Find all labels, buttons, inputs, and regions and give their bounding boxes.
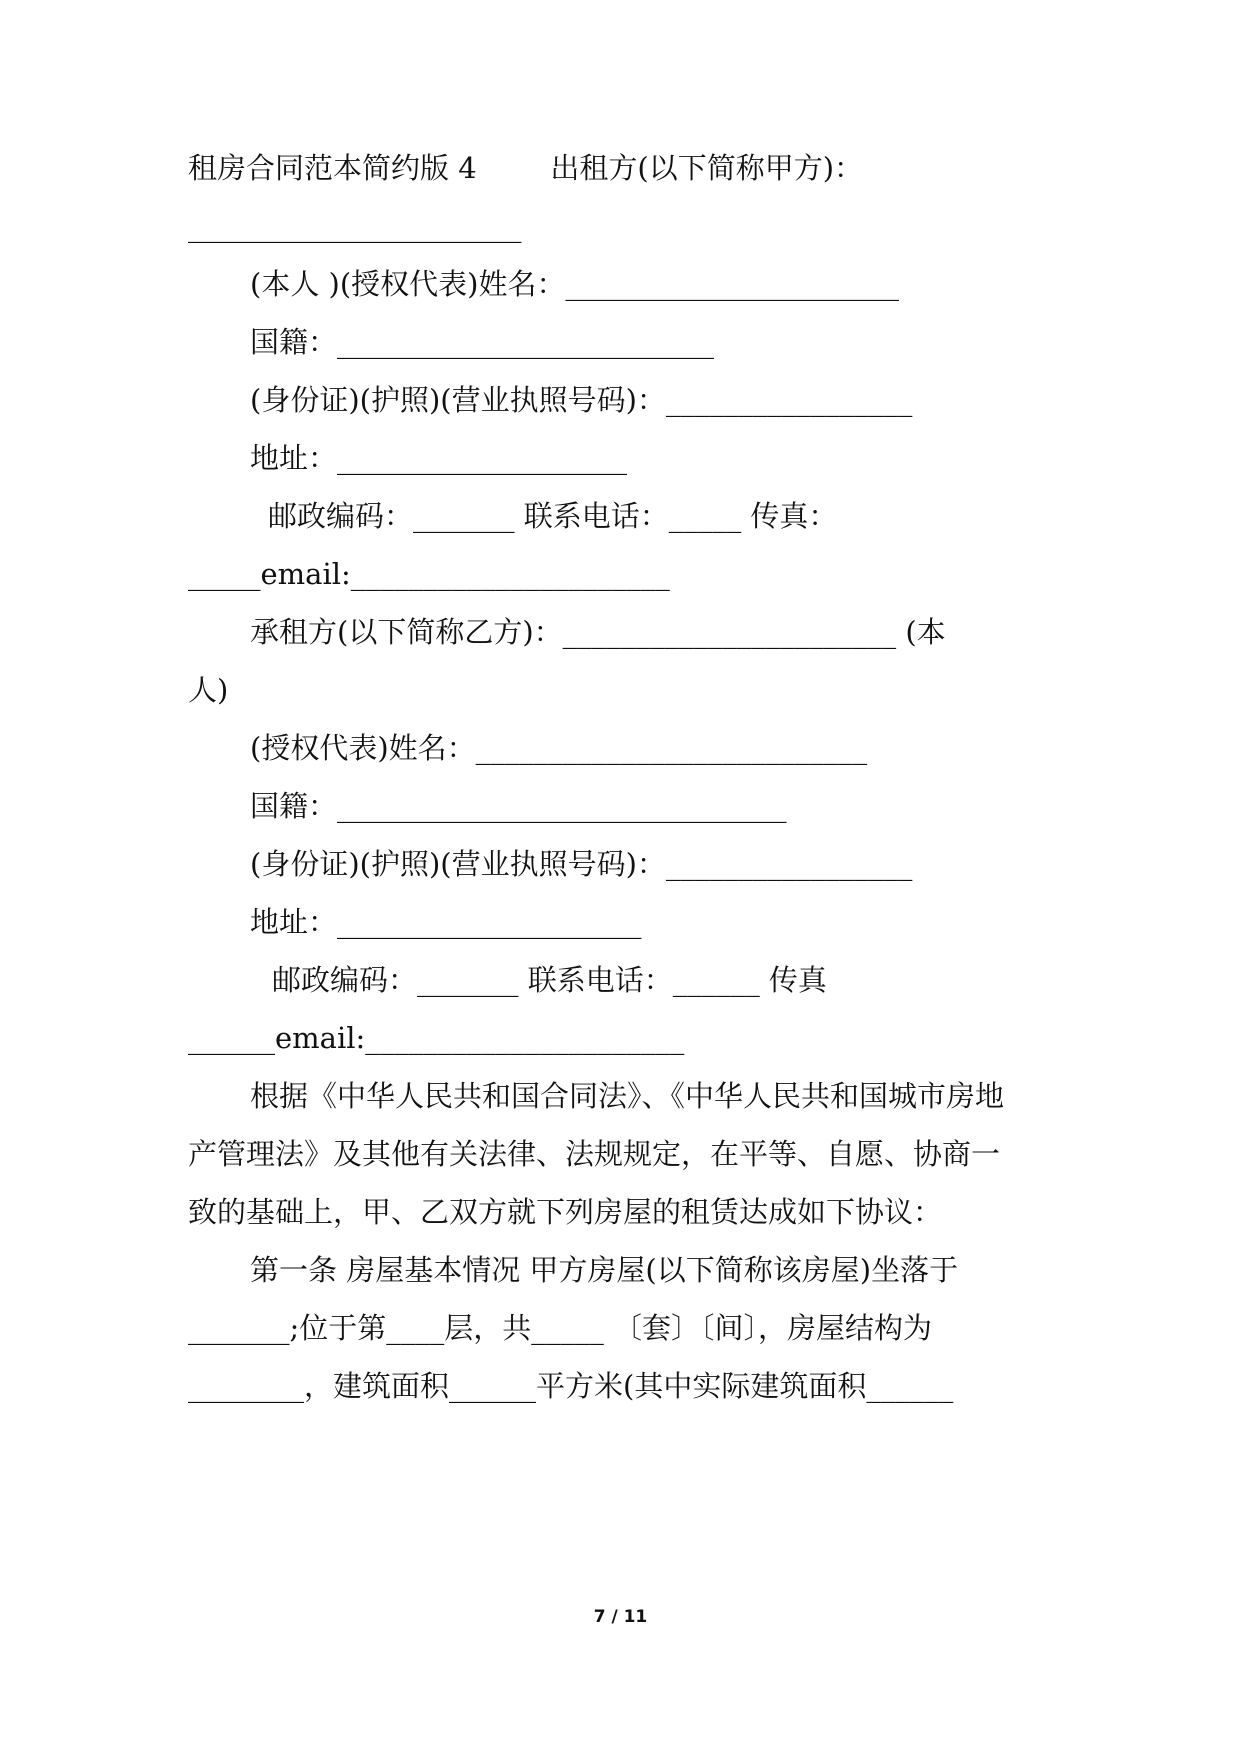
doc-line-10: 人) <box>188 673 229 707</box>
doc-line-21: _______;位于第____层，共_____ 〔套〕〔间〕，房屋结构为 <box>188 1311 932 1345</box>
doc-line-14: 地址：_____________________ <box>250 905 642 939</box>
doc-line-6: 地址：____________________ <box>250 441 628 475</box>
doc-line-20: 第一条 房屋基本情况 甲方房屋(以下简称该房屋)坐落于 <box>250 1253 959 1287</box>
doc-line-15: 邮政编码：_______ 联系电话：______ 传真 <box>272 963 827 997</box>
doc-line-17: 根据《中华人民共和国合同法》、《中华人民共和国城市房地 <box>250 1079 1005 1113</box>
doc-line-8: _____email:______________________ <box>188 557 670 591</box>
doc-line-3: (本人 )(授权代表)姓名：_______________________ <box>250 267 899 301</box>
doc-line-4: 国籍：__________________________ <box>250 325 715 359</box>
doc-line-9: 承租方(以下简称乙方)：_______________________ (本 <box>250 615 946 649</box>
doc-line-19: 致的基础上，甲、乙双方就下列房屋的租赁达成如下协议： <box>188 1195 943 1229</box>
doc-line-7: 邮政编码：_______ 联系电话：_____ 传真： <box>268 499 838 533</box>
doc-line-13: (身份证)(护照)(营业执照号码)：_________________ <box>250 847 913 881</box>
doc-line-16: ______email:______________________ <box>188 1021 685 1055</box>
doc-line-22: ________，建筑面积______平方米(其中实际建筑面积______ <box>188 1369 954 1403</box>
doc-line-2: _______________________ <box>188 209 522 243</box>
doc-line-18: 产管理法》及其他有关法律、法规规定，在平等、自愿、协商一 <box>188 1137 1001 1171</box>
page-number: 7 / 11 <box>593 1607 648 1627</box>
doc-line-12: 国籍：_______________________________ <box>250 789 787 823</box>
doc-line-5: (身份证)(护照)(营业执照号码)：_________________ <box>250 383 913 417</box>
doc-line-11: (授权代表)姓名：___________________________ <box>250 731 868 765</box>
doc-line-1: 租房合同范本简约版 4 出租方(以下简称甲方)： <box>188 151 864 185</box>
